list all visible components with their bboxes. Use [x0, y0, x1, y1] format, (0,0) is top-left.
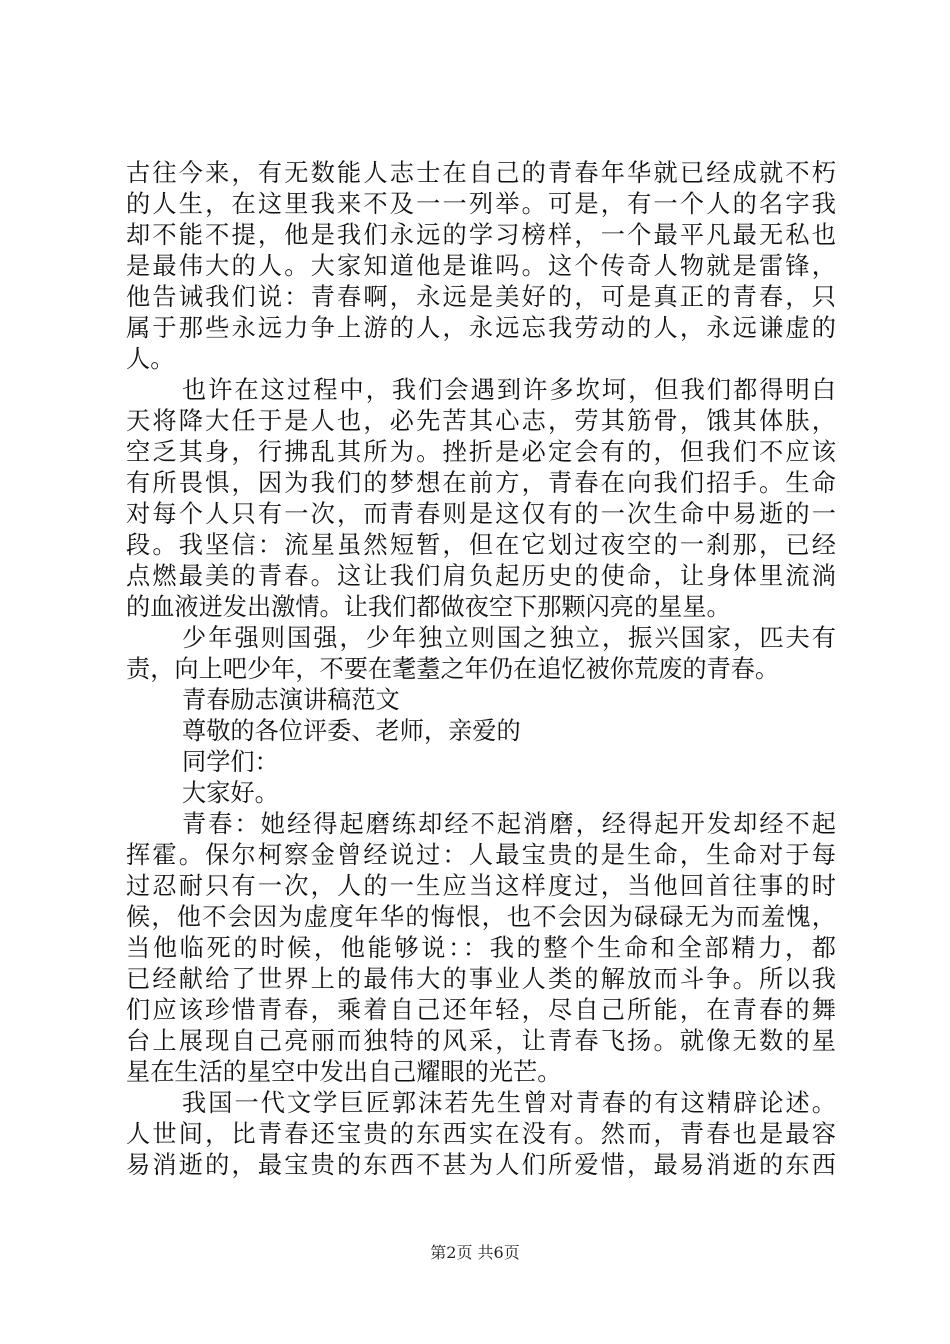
- text-line: 星在生活的星空中发出自己耀眼的光芒。: [126, 1058, 562, 1086]
- text-line: 天将降大任于是人也，必先苦其心志，劳其筋骨，饿其体肤，: [126, 407, 836, 435]
- text-line: 对每个人只有一次，而青春则是这仅有的一次生命中易逝的一: [126, 500, 836, 528]
- document-body: [126, 158, 836, 1181]
- text-line: 的人生，在这里我来不及一一列举。可是，有一个人的名字我: [126, 190, 836, 218]
- text-line: 是最伟大的人。大家知道他是谁吗。这个传奇人物就是雷锋，: [126, 252, 836, 280]
- text-line: 点燃最美的青春。这让我们肩负起历史的使命，让身体里流淌: [126, 562, 836, 590]
- text-line: 属于那些永远力争上游的人，永远忘我劳动的人，永远谦虚的: [126, 314, 836, 342]
- text-line: 易消逝的，最宝贵的东西不甚为人们所爱惜，最易消逝的东西: [126, 1151, 836, 1179]
- text-line: 们应该珍惜青春，乘着自己还年轻，尽自己所能，在青春的舞: [126, 996, 836, 1024]
- greeting-line: 大家好。: [182, 779, 279, 807]
- text-line: 有所畏惧，因为我们的梦想在前方，青春在向我们招手。生命: [126, 469, 836, 497]
- text-line: 挥霍。保尔柯察金曾经说过：人最宝贵的是生命，生命对于每: [126, 841, 836, 869]
- text-line: 的血液迸发出激情。让我们都做夜空下那颗闪亮的星星。: [126, 593, 731, 621]
- text-line: 已经献给了世界上的最伟大的事业人类的解放而斗争。所以我: [126, 965, 836, 993]
- text-line: 过忍耐只有一次，人的一生应当这样度过，当他回首往事的时: [126, 872, 836, 900]
- text-line: 台上展现自己亮丽而独特的风采，让青春飞扬。就像无数的星: [126, 1027, 836, 1055]
- text-line: 却不能不提，他是我们永远的学习榜样，一个最平凡最无私也: [126, 221, 836, 249]
- text-line: 他告诫我们说：青春啊，永远是美好的，可是真正的青春，只: [126, 283, 836, 311]
- page-footer: 第2页 共6页: [430, 1243, 520, 1262]
- text-line: 段。我坚信：流星虽然短暂，但在它划过夜空的一刹那，已经: [126, 531, 836, 559]
- paragraph-first-line: 也许在这过程中，我们会遇到许多坎坷，但我们都得明白: [182, 376, 836, 404]
- paragraph-first-line: 我国一代文学巨匠郭沫若先生曾对青春的有这精辟论述。: [182, 1089, 836, 1117]
- text-line: 候，他不会因为虚度年华的悔恨，也不会因为碌碌无为而羞愧，: [126, 903, 836, 931]
- paragraph-first-line: 少年强则国强，少年独立则国之独立，振兴国家，匹夫有: [182, 624, 836, 652]
- text-line: 人世间，比青春还宝贵的东西实在没有。然而，青春也是最容: [126, 1120, 836, 1148]
- paragraph-first-line: 青春：她经得起磨练却经不起消磨，经得起开发却经不起: [182, 810, 836, 838]
- text-line: 空乏其身，行拂乱其所为。挫折是必定会有的，但我们不应该: [126, 438, 836, 466]
- section-title: 青春励志演讲稿范文: [182, 686, 400, 714]
- salutation-line: 尊敬的各位评委、老师，亲爱的: [182, 717, 521, 745]
- text-line: 责，向上吧少年，不要在耄耋之年仍在追忆被你荒废的青春。: [126, 655, 780, 683]
- salutation-line: 同学们：: [182, 748, 279, 776]
- text-line: 人。: [126, 345, 175, 373]
- text-line: 古往今来，有无数能人志士在自己的青春年华就已经成就不朽: [126, 159, 836, 187]
- text-line: 当他临死的时候，他能够说：：我的整个生命和全部精力，都: [126, 934, 836, 962]
